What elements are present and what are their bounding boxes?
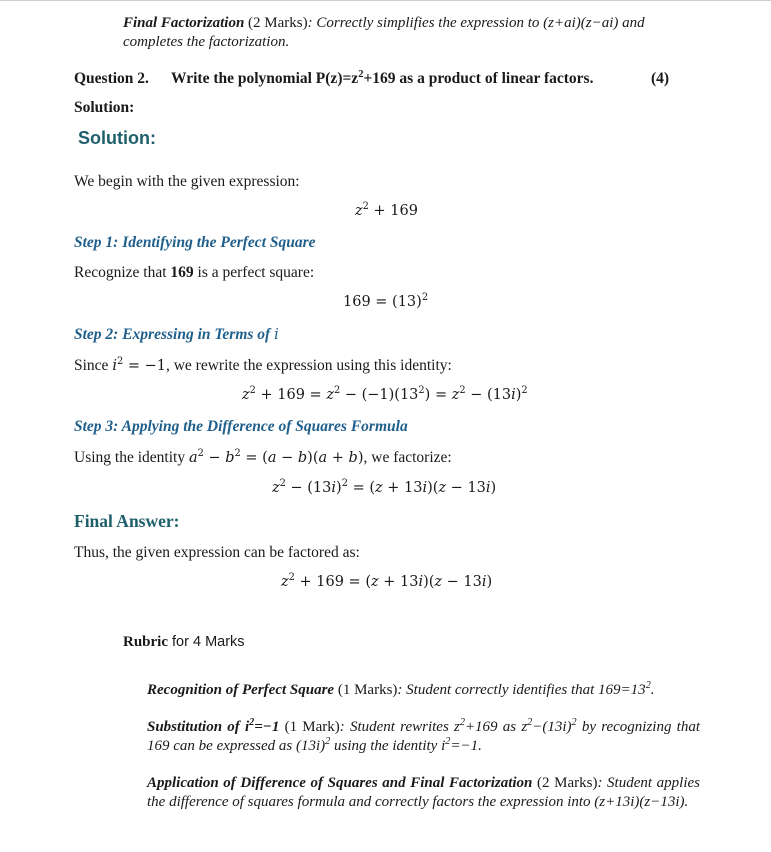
solution-label: Solution: xyxy=(74,99,135,116)
step2-text-before: Since xyxy=(74,357,113,374)
step1-text-after: is a perfect square: xyxy=(193,264,315,281)
rubric-item-3-text: : Student applies the difference of squares formula and correctly factors the expression into (z+13i)(z−13i). xyxy=(147,775,700,810)
rubric-item-3-title: Application of Difference of Squares and Final Factorization xyxy=(147,775,533,791)
step3-heading: Step 3: Applying the Difference of Squares Formula xyxy=(74,418,408,435)
rubric-item-1-marks: (1 Marks) xyxy=(337,682,398,698)
step1-text-before: Recognize that xyxy=(74,264,171,281)
step2-heading-var: i xyxy=(274,327,279,343)
prior-rubric-text-1: : Correctly simplifies the expression to (z+ai)(z−ai) and xyxy=(307,15,645,31)
question-label: Question 2. xyxy=(74,70,149,87)
step2-heading-text: Step 2: Expressing in Terms of xyxy=(74,326,275,343)
rubric-item-3 xyxy=(147,774,700,812)
equation-step3: $z^2 - (13i)^2 = (z + 13i)(z - 13i)$ xyxy=(272,478,497,496)
rubric-item-2-marks: (1 Mark) xyxy=(284,719,340,735)
final-answer-heading: Final Answer: xyxy=(74,511,180,531)
step3-text-before: Using the identity xyxy=(74,449,189,466)
step2-heading xyxy=(74,326,279,344)
rubric-item-1-title: Recognition of Perfect Square xyxy=(147,682,335,698)
step2-inline-math: $i^2 = -1$ xyxy=(112,356,166,374)
step1-text-bold: 169 xyxy=(170,264,194,281)
rubric-item-2-title: Substitution of $i^2=-1$ xyxy=(147,717,280,735)
equation-step1: $169 = (13)^2$ xyxy=(343,292,429,310)
top-divider xyxy=(0,0,771,1)
prior-rubric-item xyxy=(123,14,723,52)
step3-inline-math: $a^2 - b^2 = (a - b)(a + b)$ xyxy=(188,448,364,466)
rubric-title xyxy=(123,634,245,651)
step1-text xyxy=(74,264,314,282)
step2-text-after: , we rewrite the expression using this identity: xyxy=(165,357,452,374)
step3-text-after: , we factorize: xyxy=(363,449,452,466)
rubric-item-3-marks: (2 Marks) xyxy=(537,775,598,791)
rubric-title-bold: Rubric xyxy=(123,634,168,650)
question-prompt: Write the polynomial $P(z)=z^2+169$ as a product of linear factors. xyxy=(171,68,594,87)
equation-given: $z^2 + 169$ xyxy=(355,201,418,219)
prior-rubric-marks: (2 Marks) xyxy=(248,15,308,31)
equation-step2: $z^2 + 169 = z^2 - (-1)(13^2) = z^2 - (13i)^2$ xyxy=(242,385,528,403)
final-answer-text: Thus, the given expression can be factored as: xyxy=(74,544,360,561)
intro-text: We begin with the given expression: xyxy=(74,173,300,190)
solution-heading: Solution: xyxy=(78,128,156,148)
step3-text xyxy=(74,449,452,467)
step2-text xyxy=(74,357,452,375)
prior-rubric-title: Final Factorization xyxy=(123,15,245,31)
rubric-item-1: Recognition of Perfect Square (1 Marks): Student correctly identifies that $169=13^2$. xyxy=(147,680,655,698)
step1-heading: Step 1: Identifying the Perfect Square xyxy=(74,234,316,251)
equation-final: $z^2 + 169 = (z + 13i)(z - 13i)$ xyxy=(281,572,493,590)
rubric-item-2: Substitution of $i^2=-1$ (1 Mark): Student rewrites $z^2+169$ as $z^2-(13i)^2$ by recognizing that 169 can be expressed as $(13i)^2$ using the identity $i^2=-1$. xyxy=(147,717,701,754)
rubric-title-rest: for 4 Marks xyxy=(168,634,245,650)
prior-rubric-text-2: completes the factorization. xyxy=(123,34,290,50)
question-marks: (4) xyxy=(651,70,670,87)
